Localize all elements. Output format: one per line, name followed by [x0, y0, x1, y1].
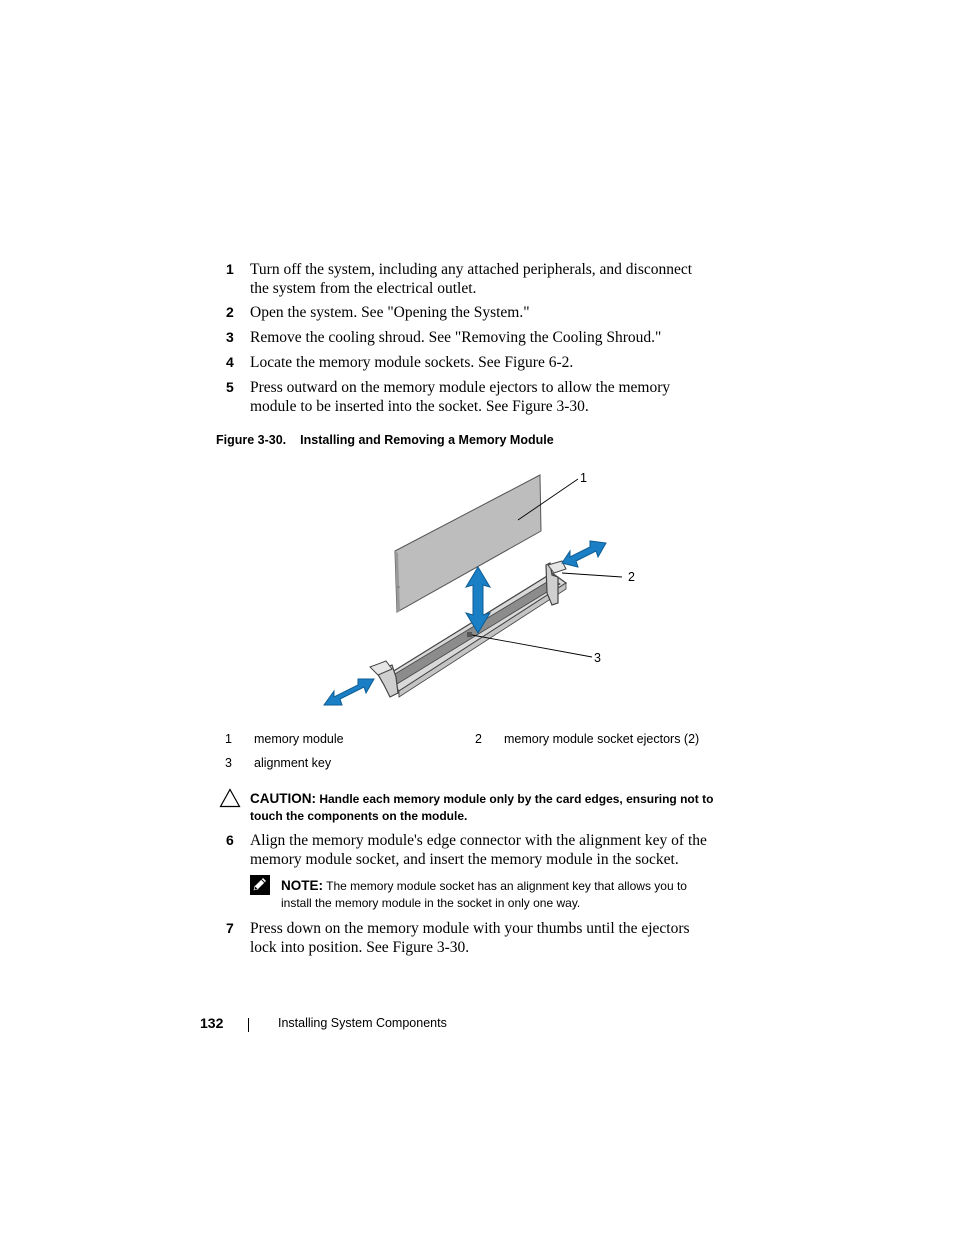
callout-1: 1 [580, 471, 587, 485]
note-text: The memory module socket has an alignment key that allows you to [323, 879, 687, 893]
step-number: 1 [226, 261, 234, 277]
legend-num-2: 2 [475, 732, 482, 746]
step-number: 5 [226, 379, 234, 395]
step-text-line: module to be inserted into the socket. See Figure 3-30. [250, 398, 589, 415]
legend-label-3: alignment key [254, 756, 332, 770]
step-text-line: Turn off the system, including any attached peripherals, and disconnect [250, 261, 693, 278]
step-text-line: Press down on the memory module with your thumbs until the ejectors [250, 920, 690, 937]
caution-triangle-icon [219, 788, 241, 808]
step-number: 6 [226, 832, 234, 848]
callout-3: 3 [594, 651, 601, 665]
footer-divider [248, 1018, 249, 1032]
step-text: Open the system. See "Opening the System." [250, 304, 530, 321]
legend-num-3: 3 [225, 756, 232, 770]
note-label: NOTE: [281, 878, 323, 893]
step-text-line: Align the memory module's edge connector with the alignment key of the [250, 832, 707, 849]
caution-line-2: touch the components on the module. [250, 809, 468, 823]
double-arrow-right-icon [562, 541, 606, 567]
note-pencil-icon [250, 875, 270, 895]
note-box [281, 877, 721, 912]
page-number: 132 [200, 1015, 224, 1031]
note-line-2: install the memory module in the socket in only one way. [281, 896, 581, 910]
step-number: 4 [226, 354, 234, 370]
step-text: Locate the memory module sockets. See Figure 6-2. [250, 354, 574, 371]
legend-num-1: 1 [225, 732, 232, 746]
caution-text: Handle each memory module only by the card edges, ensuring not to [316, 792, 714, 806]
step-text-line: Press outward on the memory module ejectors to allow the memory [250, 379, 671, 396]
double-arrow-left-icon [324, 679, 374, 705]
note-line-1 [281, 877, 721, 895]
memory-module-illustration [300, 465, 660, 715]
step-text-line: memory module socket, and insert the memory module in the socket. [250, 851, 679, 868]
step-number: 3 [226, 329, 234, 345]
step-text [250, 919, 720, 957]
step-text [250, 831, 740, 869]
step-text-line: lock into position. See Figure 3-30. [250, 939, 470, 956]
memory-module-board [395, 475, 541, 612]
caution-line-1 [250, 790, 720, 808]
figure-title: Installing and Removing a Memory Module [300, 433, 554, 447]
legend-label-1: memory module [254, 732, 344, 746]
legend-label-2: memory module socket ejectors (2) [504, 732, 700, 746]
step-text [250, 260, 720, 298]
alignment-key [467, 632, 472, 637]
step-number: 2 [226, 304, 234, 320]
step-text: Remove the cooling shroud. See "Removing the Cooling Shroud." [250, 329, 662, 346]
step-number: 7 [226, 920, 234, 936]
figure-caption [216, 433, 554, 447]
caution-box [250, 790, 720, 825]
step-text [250, 378, 720, 416]
caution-label: CAUTION: [250, 791, 316, 806]
leader-line-3 [472, 635, 592, 657]
step-text-line: the system from the electrical outlet. [250, 280, 477, 297]
leader-line-2 [562, 573, 622, 577]
callout-2: 2 [628, 570, 635, 584]
figure-number: Figure 3-30. [216, 433, 287, 447]
footer-section-title: Installing System Components [278, 1016, 447, 1030]
